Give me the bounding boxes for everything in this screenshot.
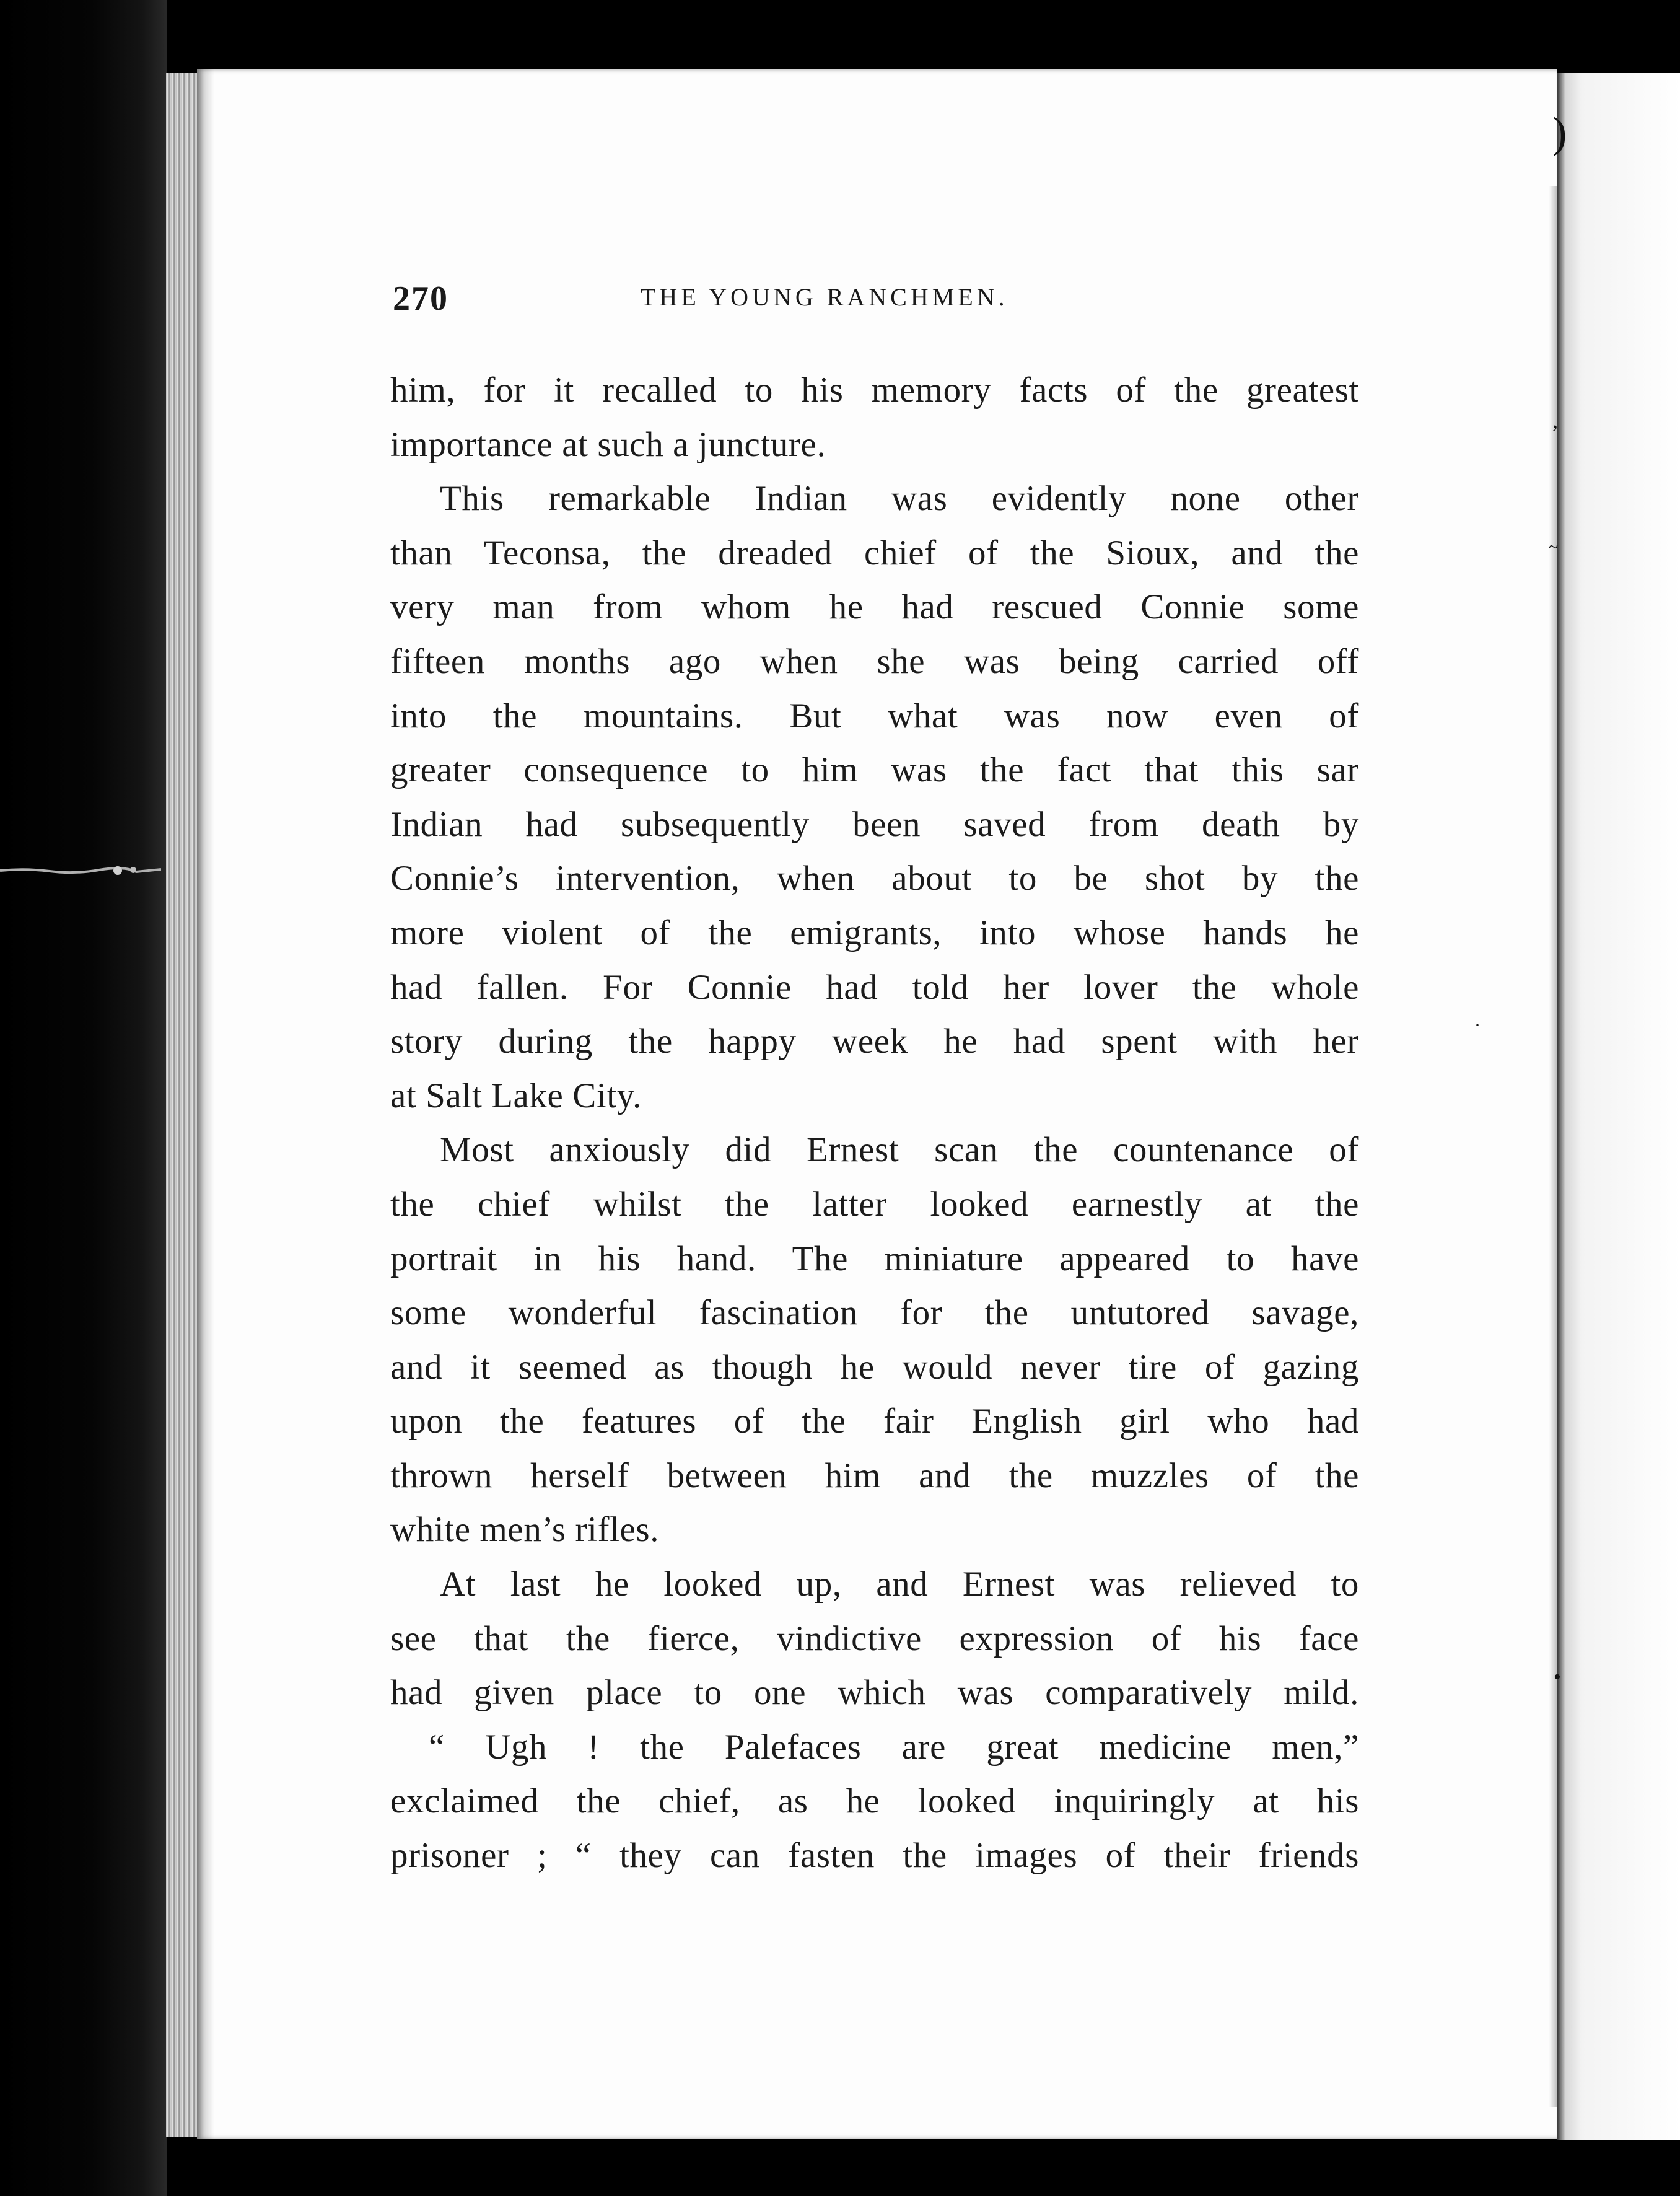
text-line: see that the fierce, vindictive expression of his face — [390, 1618, 1359, 1658]
facing-page-mark: • — [1554, 1666, 1561, 1689]
text-line: some wonderful fascination for the untutored savage, — [390, 1293, 1359, 1333]
text-line: “ Ugh ! the Palefaces are great medicine men,” — [429, 1727, 1359, 1767]
text-line: white men’s rifles. — [390, 1510, 660, 1550]
text-line: had given place to one which was comparatively mild. — [390, 1673, 1359, 1713]
text-line: exclaimed the chief, as he looked inquiringly at his — [390, 1781, 1359, 1821]
scan-edge-streak — [0, 864, 161, 877]
running-title: THE YOUNG RANCHMEN. — [641, 283, 1008, 311]
facing-page-mark: ~ — [1549, 538, 1559, 557]
body-text — [390, 363, 1359, 1883]
facing-page-mark: · — [1474, 1015, 1481, 1035]
facing-page-gutter — [1549, 186, 1557, 2107]
text-line: more violent of the emigrants, into whose hands he — [390, 913, 1359, 952]
text-line: greater consequence to him was the fact that this sar — [390, 750, 1359, 790]
facing-page-mark: , — [1552, 408, 1558, 433]
text-line: Connie’s intervention, when about to be shot by the — [390, 859, 1359, 898]
text-line: into the mountains. But what was now even of — [390, 696, 1359, 736]
text-line: upon the features of the fair English girl who had — [390, 1402, 1359, 1441]
text-line: This remarkable Indian was evidently none other — [440, 479, 1359, 519]
scan-dark-margin — [0, 0, 167, 2196]
facing-page-edge — [1557, 73, 1680, 2140]
running-header — [393, 279, 1161, 316]
page-number: 270 — [393, 279, 448, 318]
text-line: than Teconsa, the dreaded chief of the Sioux, and the — [390, 533, 1359, 573]
text-line: the chief whilst the latter looked earnestly at the — [390, 1184, 1359, 1224]
text-line: him, for it recalled to his memory facts of the greatest — [390, 371, 1359, 410]
text-line: thrown herself between him and the muzzles of the — [390, 1456, 1359, 1495]
text-line: at Salt Lake City. — [390, 1076, 642, 1115]
text-line: At last he looked up, and Ernest was relieved to — [440, 1565, 1359, 1604]
text-line: story during the happy week he had spent with her — [390, 1022, 1359, 1061]
page-gutter-shadow — [197, 69, 214, 2139]
text-line: and it seemed as though he would never tire of gazing — [390, 1347, 1359, 1387]
text-line: had fallen. For Connie had told her lover the whole — [390, 967, 1359, 1007]
text-line: importance at such a juncture. — [390, 424, 826, 464]
text-line: portrait in his hand. The miniature appeared to have — [390, 1239, 1359, 1278]
text-line: very man from whom he had rescued Connie some — [390, 587, 1359, 627]
text-line: Indian had subsequently been saved from death by — [390, 804, 1359, 844]
text-line: prisoner ; “ they can fasten the images of their friends — [390, 1836, 1359, 1876]
text-line: Most anxiously did Ernest scan the countenance of — [440, 1130, 1359, 1170]
facing-page-mark: ) — [1552, 109, 1567, 157]
text-line: fifteen months ago when she was being carried off — [390, 641, 1359, 681]
